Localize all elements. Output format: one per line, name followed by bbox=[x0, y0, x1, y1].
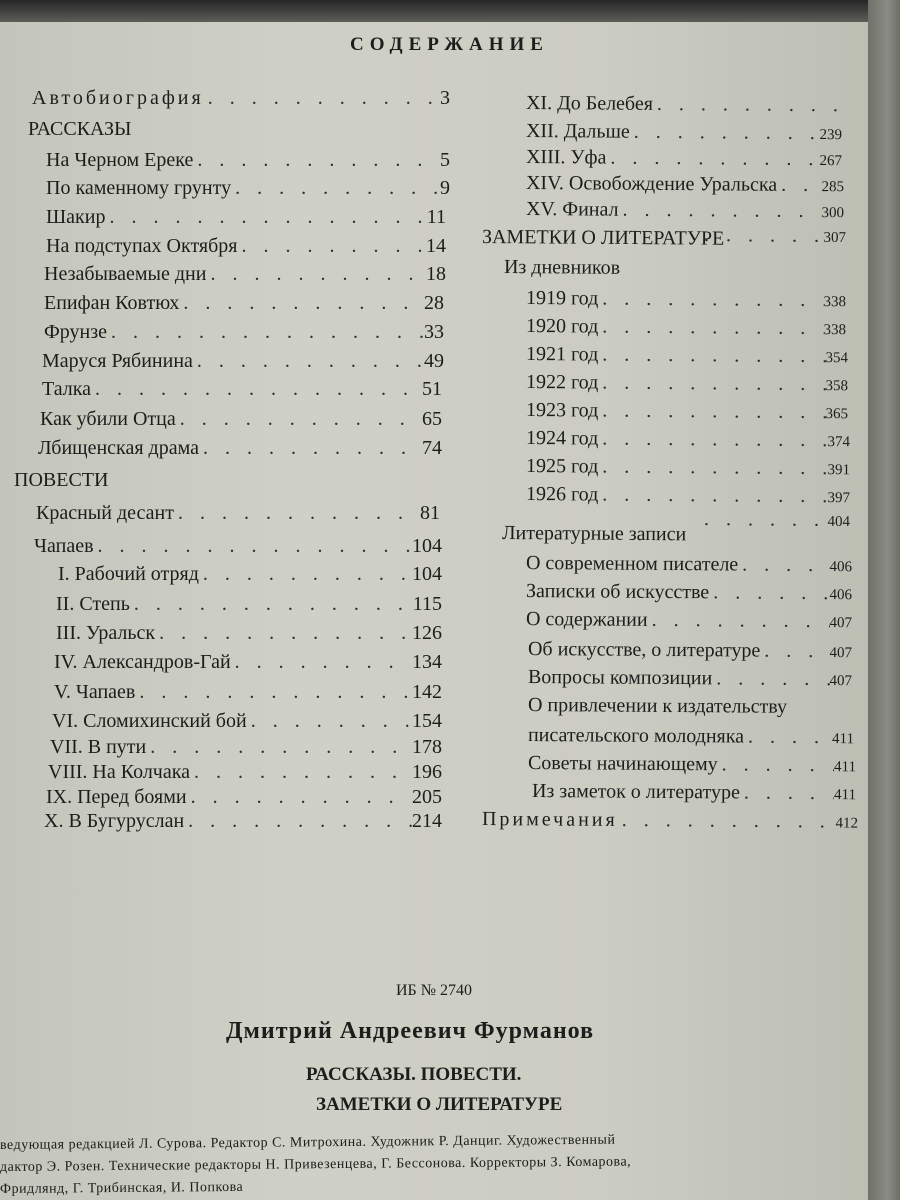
toc-entry: XIII. Уфа . . . 267 bbox=[526, 146, 842, 171]
toc-entry: 1922 год . . . 358 bbox=[526, 371, 848, 396]
toc-entry: VIII. На Колчака . . . 196 bbox=[48, 761, 442, 784]
toc-entry: О современном писателе . . . 406 bbox=[526, 552, 852, 577]
toc-entry: 1920 год . . . 338 bbox=[526, 315, 846, 340]
toc-entry: Незабываемые дни . . . 18 bbox=[44, 263, 446, 286]
subsection-heading: Из дневников bbox=[503, 256, 621, 279]
toc-entry: IV. Александров-Гай . . . 134 bbox=[54, 651, 442, 674]
toc-entry: I. Рабочий отряд . . . 104 bbox=[58, 563, 442, 586]
toc-entry: Как убили Отца . . . 65 bbox=[40, 408, 442, 431]
page-title: СОДЕРЖАНИЕ bbox=[350, 34, 549, 55]
toc-entry: писательского молодняка . . . 411 bbox=[528, 724, 854, 749]
toc-entry: Из заметок о литературе . . . 411 bbox=[532, 780, 856, 805]
toc-entry: По каменному грунту . . . 9 bbox=[46, 177, 450, 200]
toc-entry: Фрунзе . . . 33 bbox=[44, 321, 444, 344]
toc-entry: 1921 год . . . 354 bbox=[526, 343, 848, 368]
toc-entry: V. Чапаев . . . 142 bbox=[54, 681, 442, 704]
toc-entry: XI. До Белебея . . . bbox=[526, 92, 846, 117]
credits-line-2: дактор Э. Розен. Технические редакторы Н. Привезенцева, Г. Бессонова. Корректоры З. Комарова, bbox=[0, 1154, 632, 1175]
author-name: Дмитрий Андреевич Фурманов bbox=[226, 1018, 595, 1044]
toc-entry: 1924 год . . . 374 bbox=[526, 427, 850, 452]
toc-entry: Талка . . . 51 bbox=[42, 378, 442, 401]
toc-entry: XIV. Освобождение Уральска . . . 285 bbox=[526, 172, 844, 197]
toc-entry: На Черном Ереке . . . 5 bbox=[46, 149, 450, 172]
toc-entry: Чапаев . . . 104 bbox=[34, 535, 442, 558]
toc-entry: Записки об искусстве . . . 406 bbox=[526, 580, 852, 605]
toc-entry: 1923 год . . . 365 bbox=[526, 399, 848, 424]
toc-entry: III. Уральск . . . 126 bbox=[56, 622, 442, 645]
toc-entry: Маруся Рябинина . . . 49 bbox=[42, 350, 444, 373]
toc-entry: На подступах Октября . . . 14 bbox=[46, 235, 446, 258]
toc-entry: Лбищенская драма . . . 74 bbox=[38, 437, 442, 460]
section-heading: ЗАМЕТКИ О ЛИТЕРАТУРЕ bbox=[481, 226, 725, 250]
section-heading: ПОВЕСТИ bbox=[14, 469, 109, 491]
toc-entry: Шакир . . . 11 bbox=[46, 206, 446, 229]
toc-entry: VI. Сломихинский бой . . . 154 bbox=[52, 710, 442, 733]
toc-entry: Советы начинающему . . . 411 bbox=[528, 752, 856, 777]
toc-entry: II. Степь . . . 115 bbox=[56, 593, 442, 616]
toc-entry: Автобиография . . . 3 bbox=[32, 87, 450, 110]
page-top-shadow bbox=[0, 0, 900, 22]
toc-entry: VII. В пути . . . 178 bbox=[50, 736, 442, 759]
page-edge bbox=[868, 0, 900, 1200]
credits-line-1: ведующая редакцией Л. Сурова. Редактор С. Митрохина. Художник Р. Данциг. Художественный bbox=[0, 1132, 616, 1153]
toc-entry: Вопросы композиции . . . 407 bbox=[528, 666, 852, 691]
toc-entry: . . . 404 bbox=[700, 508, 850, 532]
toc-entry: Об искусстве, о литературе . . . 407 bbox=[528, 638, 852, 663]
toc-entry: XII. Дальше . . . 239 bbox=[526, 120, 842, 145]
ib-number: ИБ № 2740 bbox=[396, 982, 473, 999]
book-title-line-1: РАССКАЗЫ. ПОВЕСТИ. bbox=[306, 1064, 522, 1085]
book-title-line-2: ЗАМЕТКИ О ЛИТЕРАТУРЕ bbox=[316, 1094, 563, 1115]
toc-entry: Красный десант . . . 81 bbox=[36, 502, 440, 525]
toc-entry: О содержании . . . 407 bbox=[526, 608, 852, 633]
toc-entry: XV. Финал . . . 300 bbox=[526, 198, 844, 223]
section-heading: РАССКАЗЫ bbox=[28, 118, 132, 140]
toc-entry: X. В Бугуруслан . . . 214 bbox=[44, 810, 442, 833]
toc-entry: 1925 год . . . 391 bbox=[526, 455, 850, 480]
toc-entry: . . . 307 bbox=[700, 224, 846, 248]
toc-entry-line: О привлечении к издательству bbox=[527, 694, 788, 718]
subsection-heading: Литературные записи bbox=[501, 522, 687, 546]
toc-entry: Епифан Ковтюх . . . 28 bbox=[44, 292, 444, 315]
toc-entry: IX. Перед боями . . . 205 bbox=[46, 786, 442, 809]
credits-line-3: Фридлянд, Г. Трибинская, И. Попкова bbox=[0, 1179, 244, 1197]
toc-entry: 1919 год . . . 338 bbox=[526, 287, 846, 312]
toc-entry: Примечания . . . 412 bbox=[482, 808, 858, 834]
toc-entry: 1926 год . . . 397 bbox=[526, 483, 850, 508]
